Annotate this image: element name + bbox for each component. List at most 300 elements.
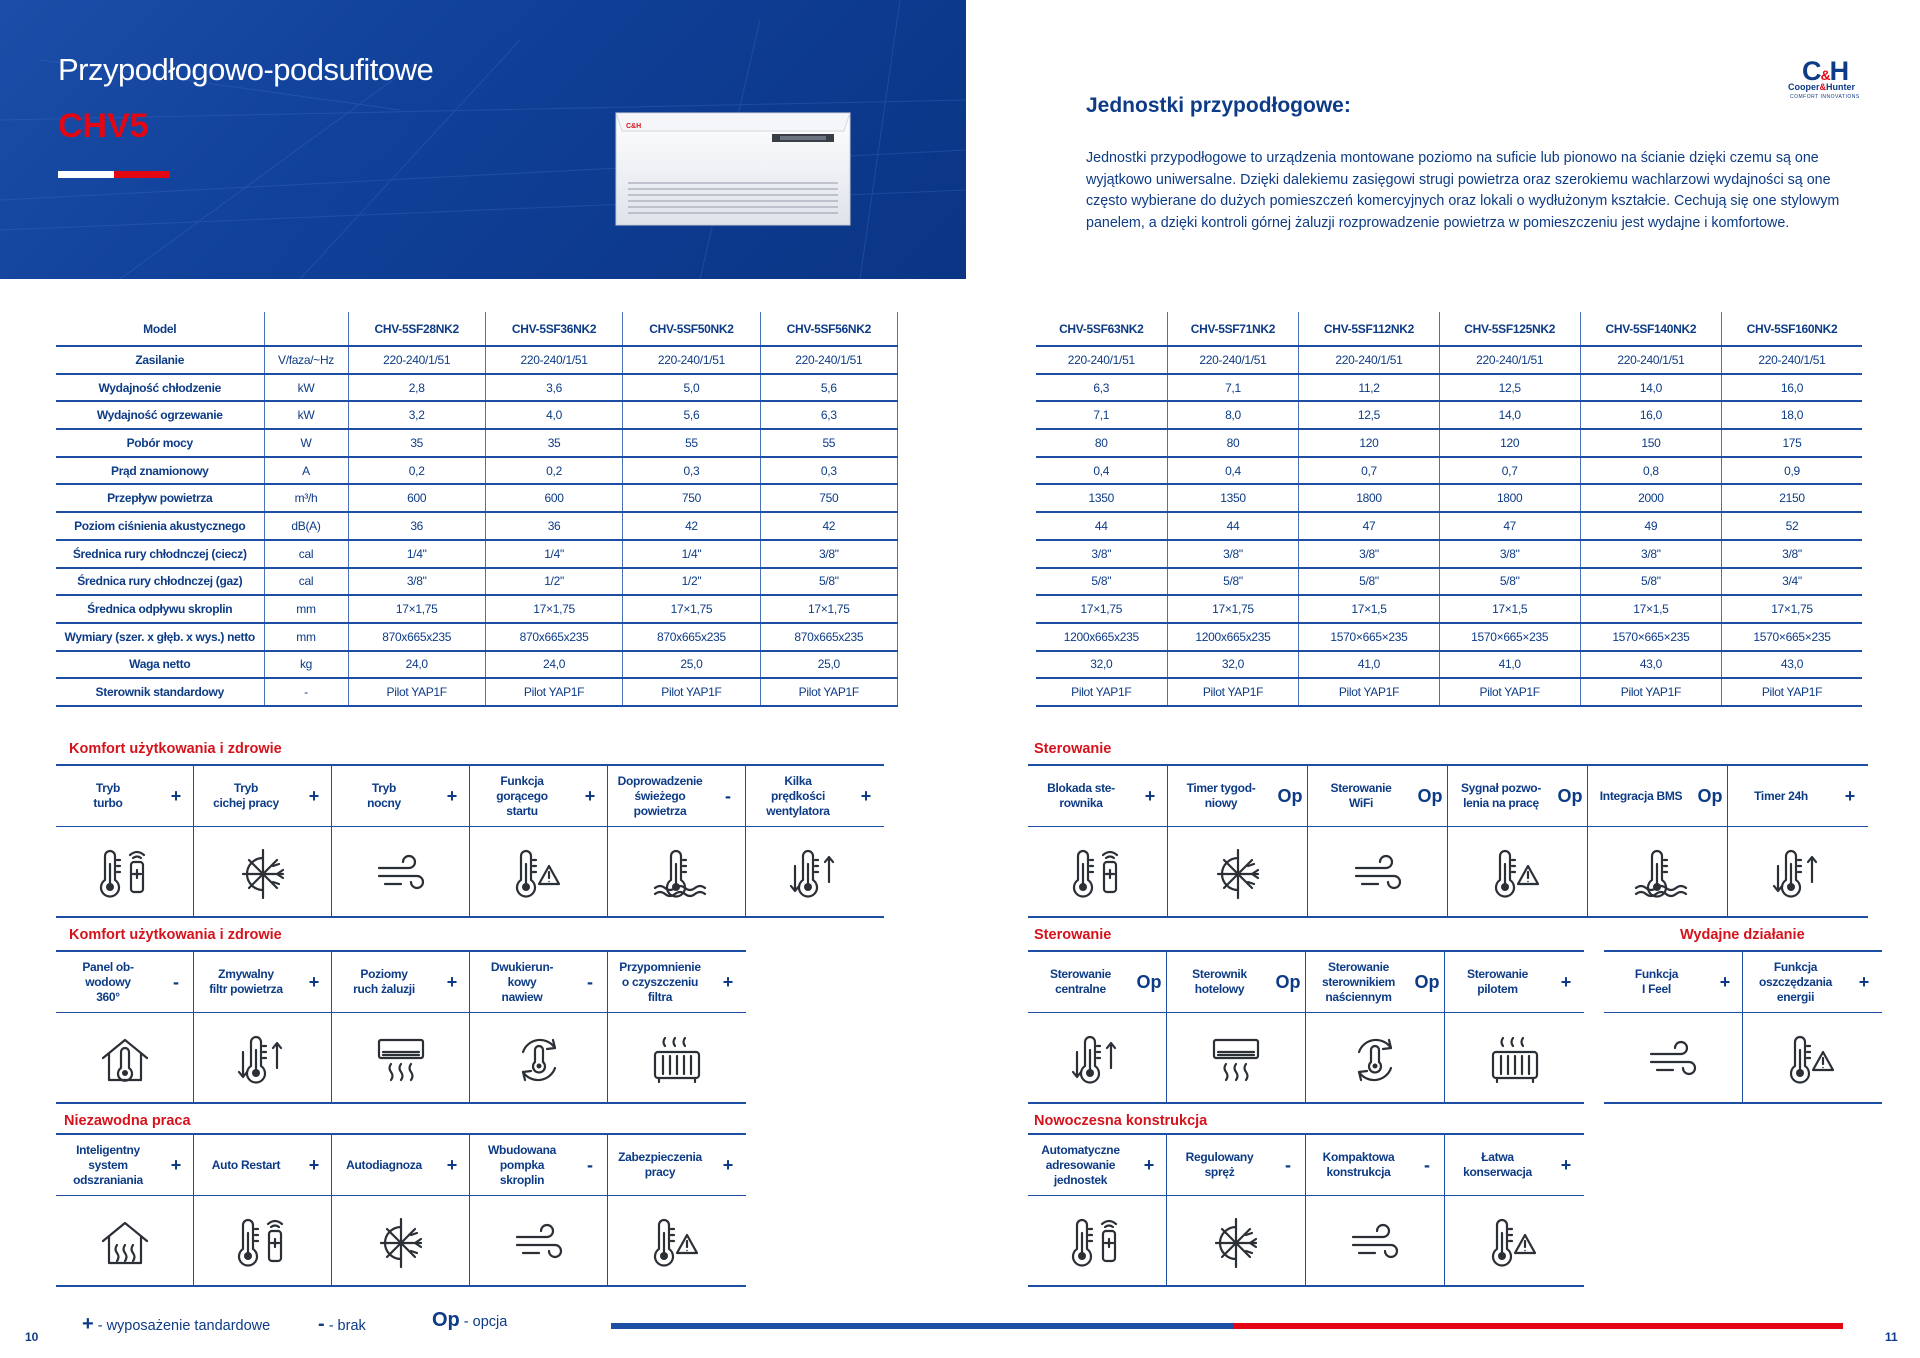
feature-cell: [1028, 766, 1168, 916]
availability-mark: -: [725, 785, 731, 806]
feature-cell: [1728, 766, 1868, 916]
table-header-row: [1036, 312, 1862, 346]
ac-airflow-icon: [1206, 1030, 1266, 1090]
table-cell: 17×1,75: [1722, 595, 1863, 623]
feature-cell: [608, 766, 746, 916]
feature-label: Auto Restart: [211, 1157, 281, 1172]
table-cell: 16,0: [1722, 374, 1863, 402]
legend-op-text: - opcja: [459, 1314, 508, 1330]
header-unit: [264, 312, 348, 346]
table-cell: 1/2": [485, 568, 622, 596]
thermometer-remote-icon: [95, 844, 155, 904]
group-title: Wydajne działanie: [1680, 927, 1805, 943]
intro-title: Jednostki przypodłogowe:: [1086, 94, 1351, 117]
table-cell: 1/4": [623, 540, 760, 568]
row-label: Przepływ powietrza: [56, 484, 264, 512]
table-cell: 0,9: [1722, 457, 1863, 485]
logo-mark-h: H: [1829, 56, 1849, 86]
table-row: [1036, 512, 1862, 540]
feature-cell: [1588, 766, 1728, 916]
sun-snow-icon: [1208, 844, 1268, 904]
table-cell: 0,7: [1439, 457, 1580, 485]
legend-option: [432, 1309, 507, 1332]
feature-cell: [1308, 766, 1448, 916]
table-row: [56, 401, 898, 429]
table-cell: 3,2: [348, 401, 485, 429]
table-cell: 220-240/1/51: [1299, 346, 1439, 374]
logo-name-amp: &: [1819, 82, 1826, 92]
wind-icon: [509, 1213, 569, 1273]
row-label: Waga netto: [56, 651, 264, 679]
thermometer-warning-icon: [509, 844, 569, 904]
table-cell: 55: [760, 429, 897, 457]
feature-cell: [470, 952, 608, 1102]
group-title: Sterowanie: [1034, 741, 1112, 757]
table-cell: 17×1,75: [1036, 595, 1167, 623]
row-unit: mm: [264, 623, 348, 651]
table-cell: 14,0: [1580, 374, 1721, 402]
feature-label: Regulowany spręż: [1185, 1150, 1254, 1179]
feature-group: [1028, 950, 1584, 1104]
row-label: Sterownik standardowy: [56, 678, 264, 706]
table-row: [1036, 540, 1862, 568]
table-cell: 3/8": [760, 540, 897, 568]
header-model-name: CHV-5SF56NK2: [760, 312, 897, 346]
thermometer-warning-icon: [1485, 1213, 1545, 1273]
table-cell: 44: [1167, 512, 1299, 540]
feature-cell: [1306, 952, 1445, 1102]
table-row: [1036, 678, 1862, 706]
thermometer-warning-icon: [647, 1213, 707, 1273]
table-cell: 47: [1299, 512, 1439, 540]
table-row: [1036, 429, 1862, 457]
availability-mark: -: [173, 971, 179, 992]
thermometer-remote-icon: [233, 1213, 293, 1273]
feature-cell: [1168, 766, 1308, 916]
table-cell: 220-240/1/51: [1439, 346, 1580, 374]
table-cell: 600: [348, 484, 485, 512]
table-cell: 0,4: [1036, 457, 1167, 485]
group-title: Niezawodna praca: [64, 1113, 191, 1129]
table-cell: 1350: [1036, 484, 1167, 512]
feature-label: Wbudowana pompka skroplin: [488, 1142, 556, 1187]
table-cell: 41,0: [1299, 651, 1439, 679]
table-cell: 24,0: [348, 651, 485, 679]
table-cell: 150: [1580, 429, 1721, 457]
thermometer-arrows-icon: [1067, 1030, 1127, 1090]
table-cell: 3/8": [1439, 540, 1580, 568]
feature-cell: [608, 952, 746, 1102]
table-cell: Pilot YAP1F: [1580, 678, 1721, 706]
table-cell: 1200x665x235: [1167, 623, 1299, 651]
table-cell: 2,8: [348, 374, 485, 402]
unit-badge: C&H: [626, 123, 642, 130]
thermometer-waves-icon: [647, 844, 707, 904]
feature-group: [56, 764, 884, 918]
availability-mark: +: [722, 1154, 734, 1175]
table-cell: 1200x665x235: [1036, 623, 1167, 651]
table-cell: 0,3: [760, 457, 897, 485]
legend-minus-symbol: -: [318, 1313, 325, 1335]
cycle-thermometer-icon: [509, 1030, 569, 1090]
row-unit: -: [264, 678, 348, 706]
table-row: [56, 429, 898, 457]
table-cell: 3/8": [1722, 540, 1863, 568]
table-cell: 32,0: [1036, 651, 1167, 679]
table-cell: 43,0: [1722, 651, 1863, 679]
table-cell: 17×1,5: [1580, 595, 1721, 623]
legend-op-symbol: Op: [432, 1309, 460, 1331]
table-cell: 32,0: [1167, 651, 1299, 679]
feature-label: Timer 24h: [1754, 788, 1808, 803]
table-row: [1036, 457, 1862, 485]
feature-cell: [1445, 1135, 1584, 1285]
feature-label: Autodiagnoza: [346, 1157, 422, 1172]
table-cell: 2150: [1722, 484, 1863, 512]
group-title: Nowoczesna konstrukcja: [1034, 1113, 1208, 1129]
feature-label: Sterowanie pilotem: [1466, 967, 1529, 996]
availability-mark: +: [1858, 971, 1870, 992]
table-cell: 41,0: [1439, 651, 1580, 679]
feature-cell: [56, 766, 194, 916]
feature-group: [56, 950, 746, 1104]
logo-mark-amp: &: [1820, 67, 1830, 83]
feature-label: Funkcja gorącego startu: [496, 773, 548, 818]
feature-label: Panel ob- wodowy 360°: [82, 959, 134, 1004]
table-cell: 1/4": [348, 540, 485, 568]
availability-mark: +: [1144, 785, 1156, 806]
table-cell: 17×1,5: [1299, 595, 1439, 623]
table-cell: 6,3: [760, 401, 897, 429]
feature-label: Zmywalny filtr powietrza: [209, 967, 283, 996]
table-row: [56, 346, 898, 374]
header-banner: [0, 0, 966, 279]
table-cell: 870x665x235: [760, 623, 897, 651]
table-cell: 5/8": [760, 568, 897, 596]
header-model-name: CHV-5SF125NK2: [1439, 312, 1580, 346]
table-row: [56, 623, 898, 651]
model-series: CHV5: [58, 107, 149, 145]
table-row: [1036, 374, 1862, 402]
availability-mark: +: [308, 1154, 320, 1175]
table-cell: 5/8": [1167, 568, 1299, 596]
logo-name-a: Cooper: [1788, 82, 1820, 92]
table-cell: 0,2: [485, 457, 622, 485]
feature-label: Doprowadzenie świeżego powietrza: [617, 773, 703, 818]
table-cell: 35: [485, 429, 622, 457]
availability-mark: +: [170, 785, 182, 806]
feature-label: Sterowanie centralne: [1049, 967, 1112, 996]
table-cell: 1570×665×235: [1722, 623, 1863, 651]
feature-label: Poziomy ruch żaluzji: [353, 967, 415, 996]
table-cell: 6,3: [1036, 374, 1167, 402]
feature-cell: [470, 1135, 608, 1285]
radiator-icon: [1485, 1030, 1545, 1090]
table-header-row: [56, 312, 898, 346]
group-title: Komfort użytkowania i zdrowie: [69, 741, 282, 757]
feature-label: Integracja BMS: [1599, 788, 1683, 803]
table-cell: 3/8": [1167, 540, 1299, 568]
table-cell: 47: [1439, 512, 1580, 540]
table-cell: 220-240/1/51: [760, 346, 897, 374]
table-cell: 3/8": [1580, 540, 1721, 568]
availability-mark: +: [170, 1154, 182, 1175]
feature-cell: [1448, 766, 1588, 916]
header-model-name: CHV-5SF160NK2: [1722, 312, 1863, 346]
availability-mark: Op: [1697, 785, 1723, 806]
availability-mark: +: [1719, 971, 1731, 992]
table-row: [1036, 651, 1862, 679]
page-number-left: 10: [25, 1330, 39, 1344]
table-cell: Pilot YAP1F: [760, 678, 897, 706]
row-label: Wydajność chłodzenie: [56, 374, 264, 402]
thermometer-arrows-icon: [1768, 844, 1828, 904]
group-title: Sterowanie: [1034, 927, 1112, 943]
row-label: Wydajność ogrzewanie: [56, 401, 264, 429]
availability-mark: -: [587, 971, 593, 992]
table-cell: 220-240/1/51: [1167, 346, 1299, 374]
table-cell: 5,6: [623, 401, 760, 429]
feature-cell: [1445, 952, 1584, 1102]
availability-mark: -: [1424, 1154, 1430, 1175]
table-cell: 600: [485, 484, 622, 512]
wind-icon: [1643, 1030, 1703, 1090]
accent-bar: [58, 171, 170, 178]
table-cell: 43,0: [1580, 651, 1721, 679]
table-cell: 16,0: [1580, 401, 1721, 429]
feature-cell: [1604, 952, 1743, 1102]
table-cell: 5,6: [760, 374, 897, 402]
table-cell: 7,1: [1167, 374, 1299, 402]
logo-mark-c: C: [1802, 56, 1821, 86]
legend-minus-text: - brak: [324, 1318, 366, 1334]
table-cell: 80: [1036, 429, 1167, 457]
table-cell: 12,5: [1299, 401, 1439, 429]
table-cell: 0,8: [1580, 457, 1721, 485]
table-cell: 120: [1299, 429, 1439, 457]
legend-plus-text: - wyposażenie tandardowe: [93, 1318, 271, 1334]
table-cell: 25,0: [760, 651, 897, 679]
table-cell: 220-240/1/51: [623, 346, 760, 374]
table-cell: 17×1,75: [485, 595, 622, 623]
ac-airflow-icon: [371, 1030, 431, 1090]
feature-label: Sygnał pozwo- lenia na pracę: [1460, 781, 1542, 810]
feature-label: Dwukierun- kowy nawiew: [490, 959, 554, 1004]
feature-group: [1604, 950, 1882, 1104]
feature-label: Funkcja I Feel: [1634, 967, 1679, 996]
feature-cell: [608, 1135, 746, 1285]
wind-icon: [1345, 1213, 1405, 1273]
table-cell: 44: [1036, 512, 1167, 540]
indoor-unit-image: [612, 109, 854, 229]
table-row: [56, 484, 898, 512]
feature-label: Blokada ste- rownika: [1047, 781, 1115, 810]
table-cell: 24,0: [485, 651, 622, 679]
feature-label: Sterowanie sterownikiem naściennym: [1321, 959, 1396, 1004]
row-unit: kW: [264, 374, 348, 402]
table-cell: 5/8": [1036, 568, 1167, 596]
availability-mark: +: [1560, 1154, 1572, 1175]
table-cell: 1570×665×235: [1299, 623, 1439, 651]
thermometer-arrows-icon: [233, 1030, 293, 1090]
table-cell: 1/4": [485, 540, 622, 568]
radiator-icon: [647, 1030, 707, 1090]
brand-logo: [1786, 56, 1874, 102]
availability-mark: +: [1143, 1154, 1155, 1175]
table-row: [56, 374, 898, 402]
table-cell: 3/8": [1036, 540, 1167, 568]
feature-cell: [194, 1135, 332, 1285]
feature-cell: [1306, 1135, 1445, 1285]
spec-table-left: [56, 312, 898, 707]
feature-group: [1028, 1133, 1584, 1287]
thermometer-arrows-icon: [785, 844, 845, 904]
row-label: Poziom ciśnienia akustycznego: [56, 512, 264, 540]
table-row: [56, 457, 898, 485]
row-unit: W: [264, 429, 348, 457]
legend-none: [318, 1313, 366, 1336]
table-cell: 0,2: [348, 457, 485, 485]
footer-bar: [611, 1323, 1843, 1329]
page-number-right: 11: [1885, 1330, 1898, 1344]
header-model-name: CHV-5SF71NK2: [1167, 312, 1299, 346]
feature-label: Przypomnienie o czyszczeniu filtra: [619, 959, 701, 1004]
feature-cell: [332, 766, 470, 916]
feature-cell: [332, 952, 470, 1102]
table-row: [56, 678, 898, 706]
intro-text: Jednostki przypodłogowe to urządzenia montowane poziomo na suficie lub pionowo na ścianie dzięki czemu są one wyjątkowo uniwersalne. Dzięki dalekiemu zasięgowi strugi powietrza oraz szerokiemu wachlarzowi wydajności są one często wybierane do dużych pomieszczeń komercyjnych oraz lokali o wydłużonym kształcie. Cechują się one stylowym panelem, a dzięki kontroli górnej żaluzji rozprowadzenie powietrza w pomieszczeniu jest wydajne i komfortowe.: [1086, 150, 1840, 231]
table-cell: 870x665x235: [348, 623, 485, 651]
header-model-name: CHV-5SF50NK2: [623, 312, 760, 346]
feature-cell: [332, 1135, 470, 1285]
feature-label: Inteligentny system odszraniania: [73, 1142, 143, 1187]
row-label: Pobór mocy: [56, 429, 264, 457]
table-cell: 55: [623, 429, 760, 457]
table-cell: 5/8": [1299, 568, 1439, 596]
wind-icon: [371, 844, 431, 904]
feature-cell: [56, 952, 194, 1102]
table-row: [1036, 346, 1862, 374]
legend-plus-symbol: +: [82, 1313, 94, 1335]
table-cell: 3/8": [1299, 540, 1439, 568]
table-cell: 11,2: [1299, 374, 1439, 402]
availability-mark: +: [584, 785, 596, 806]
feature-group: [56, 1133, 746, 1287]
table-cell: 49: [1580, 512, 1721, 540]
feature-label: Sterowanie WiFi: [1330, 781, 1392, 810]
table-cell: 35: [348, 429, 485, 457]
header-model-name: CHV-5SF36NK2: [485, 312, 622, 346]
table-cell: 1800: [1439, 484, 1580, 512]
table-row: [56, 512, 898, 540]
table-row: [1036, 568, 1862, 596]
table-cell: 120: [1439, 429, 1580, 457]
sun-snow-icon: [371, 1213, 431, 1273]
page-title: Przypodłogowo-podsufitowe: [58, 52, 434, 87]
sun-snow-icon: [233, 844, 293, 904]
table-cell: 17×1,75: [760, 595, 897, 623]
availability-mark: Op: [1557, 785, 1583, 806]
availability-mark: +: [308, 785, 320, 806]
feature-cell: [194, 952, 332, 1102]
table-row: [1036, 595, 1862, 623]
row-label: Zasilanie: [56, 346, 264, 374]
table-cell: 750: [760, 484, 897, 512]
table-cell: Pilot YAP1F: [485, 678, 622, 706]
house-thermometer-icon: [95, 1030, 155, 1090]
table-row: [1036, 484, 1862, 512]
row-unit: A: [264, 457, 348, 485]
table-cell: 5/8": [1439, 568, 1580, 596]
row-unit: m³/h: [264, 484, 348, 512]
table-cell: 3/8": [348, 568, 485, 596]
header-model-name: CHV-5SF112NK2: [1299, 312, 1439, 346]
feature-label: Zabezpieczenia pracy: [618, 1150, 702, 1179]
table-cell: Pilot YAP1F: [1722, 678, 1863, 706]
feature-cell: [1028, 1135, 1167, 1285]
thermometer-remote-icon: [1068, 844, 1128, 904]
availability-mark: -: [587, 1154, 593, 1175]
table-cell: 5,0: [623, 374, 760, 402]
row-label: Średnica rury chłodnczej (gaz): [56, 568, 264, 596]
house-heat-icon: [95, 1213, 155, 1273]
table-cell: 7,1: [1036, 401, 1167, 429]
availability-mark: +: [446, 1154, 458, 1175]
availability-mark: Op: [1275, 971, 1301, 992]
availability-mark: +: [446, 785, 458, 806]
table-cell: 870x665x235: [485, 623, 622, 651]
table-cell: 870x665x235: [623, 623, 760, 651]
table-cell: 1800: [1299, 484, 1439, 512]
table-cell: 1/2": [623, 568, 760, 596]
cycle-thermometer-icon: [1345, 1030, 1405, 1090]
availability-mark: +: [722, 971, 734, 992]
table-cell: Pilot YAP1F: [1439, 678, 1580, 706]
row-unit: kW: [264, 401, 348, 429]
thermometer-warning-icon: [1783, 1030, 1843, 1090]
availability-mark: +: [1560, 971, 1572, 992]
table-row: [1036, 401, 1862, 429]
table-cell: 220-240/1/51: [1580, 346, 1721, 374]
table-cell: 25,0: [623, 651, 760, 679]
feature-cell: [1028, 952, 1167, 1102]
table-cell: 8,0: [1167, 401, 1299, 429]
availability-mark: +: [860, 785, 872, 806]
thermometer-waves-icon: [1628, 844, 1688, 904]
table-row: [56, 540, 898, 568]
header-model-name: CHV-5SF63NK2: [1036, 312, 1167, 346]
feature-label: Kompaktowa konstrukcja: [1322, 1150, 1395, 1179]
table-cell: Pilot YAP1F: [1036, 678, 1167, 706]
group-title: Komfort użytkowania i zdrowie: [69, 927, 282, 943]
row-label: Średnica odpływu skroplin: [56, 595, 264, 623]
row-unit: dB(A): [264, 512, 348, 540]
thermometer-remote-icon: [1067, 1213, 1127, 1273]
logo-name-b: Hunter: [1826, 82, 1855, 92]
table-row: [56, 568, 898, 596]
row-label: Średnica rury chłodnczej (ciecz): [56, 540, 264, 568]
table-cell: 17×1,5: [1439, 595, 1580, 623]
feature-cell: [746, 766, 884, 916]
feature-cell: [1743, 952, 1882, 1102]
table-cell: 220-240/1/51: [485, 346, 622, 374]
table-cell: 3/4": [1722, 568, 1863, 596]
table-cell: Pilot YAP1F: [1299, 678, 1439, 706]
table-row: [1036, 623, 1862, 651]
availability-mark: Op: [1277, 785, 1303, 806]
row-label: Wymiary (szer. x głęb. x wys.) netto: [56, 623, 264, 651]
table-cell: 36: [485, 512, 622, 540]
